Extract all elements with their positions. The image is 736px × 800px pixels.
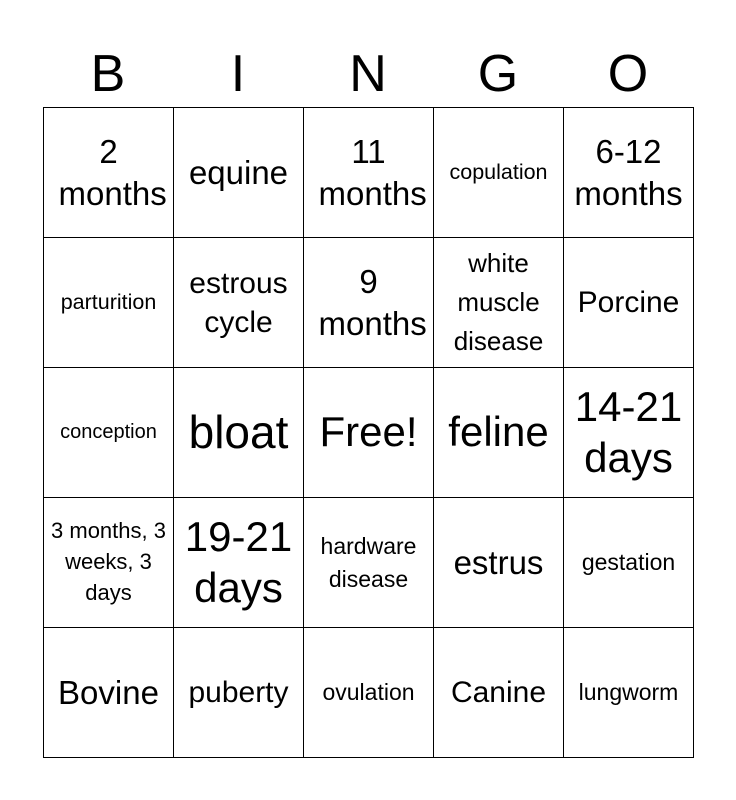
bingo-cell-r2-c3[interactable] xyxy=(304,238,434,368)
cell-label: puberty xyxy=(188,676,289,709)
bingo-cell-r2-c1[interactable] xyxy=(44,238,174,368)
cell-label: 6-12 months xyxy=(574,133,683,212)
bingo-header xyxy=(43,40,693,108)
cell-label: estrous cycle xyxy=(189,266,288,339)
bingo-cell-r1-c3[interactable] xyxy=(304,108,434,238)
bingo-cell-r3-c4[interactable] xyxy=(434,368,564,498)
cell-label: Porcine xyxy=(577,286,680,319)
header-letter-i: I xyxy=(230,45,246,103)
cell-label: conception xyxy=(60,421,157,443)
header-letter-o: O xyxy=(607,45,649,103)
cell-label: white muscle disease xyxy=(453,248,544,356)
cell-label: feline xyxy=(448,408,549,456)
header-letter-b: B xyxy=(90,45,126,103)
cell-label: 2 months xyxy=(58,133,167,212)
bingo-cell-r2-c4[interactable] xyxy=(434,238,564,368)
cell-label: parturition xyxy=(60,290,157,315)
cell-label: 14-21 days xyxy=(574,383,683,481)
bingo-cell-r4-c4[interactable] xyxy=(434,498,564,628)
cell-label: 19-21 days xyxy=(184,513,293,611)
bingo-cell-r5-c5[interactable] xyxy=(564,628,694,758)
bingo-board xyxy=(43,107,694,758)
cell-label: Bovine xyxy=(58,673,159,711)
cell-label: copulation xyxy=(449,160,548,185)
cell-label: equine xyxy=(188,153,289,191)
cell-label: hardware disease xyxy=(320,533,417,592)
header-letter-g: G xyxy=(477,45,519,103)
bingo-cell-r3-c3[interactable] xyxy=(304,368,434,498)
bingo-cell-r4-c3[interactable] xyxy=(304,498,434,628)
bingo-cell-r1-c1[interactable] xyxy=(44,108,174,238)
bingo-cell-r1-c4[interactable] xyxy=(434,108,564,238)
bingo-cell-r3-c1[interactable] xyxy=(44,368,174,498)
cell-label: 3 months, 3 weeks, 3 days xyxy=(51,518,166,605)
bingo-cell-r4-c5[interactable] xyxy=(564,498,694,628)
bingo-cell-r1-c5[interactable] xyxy=(564,108,694,238)
bingo-cell-r1-c2[interactable] xyxy=(174,108,304,238)
bingo-cell-r2-c2[interactable] xyxy=(174,238,304,368)
header-letter-n: N xyxy=(349,45,387,103)
cell-label: gestation xyxy=(581,548,676,575)
bingo-cell-r5-c1[interactable] xyxy=(44,628,174,758)
cell-label: estrus xyxy=(453,543,544,581)
bingo-cell-r5-c3[interactable] xyxy=(304,628,434,758)
cell-label: 9 months xyxy=(318,263,427,342)
bingo-cell-r4-c1[interactable] xyxy=(44,498,174,628)
cell-label: ovulation xyxy=(322,678,415,705)
cell-label: lungworm xyxy=(578,678,679,705)
cell-label: Canine xyxy=(450,676,547,709)
bingo-cell-r5-c4[interactable] xyxy=(434,628,564,758)
cell-label: Free! xyxy=(319,408,418,456)
bingo-cell-r5-c2[interactable] xyxy=(174,628,304,758)
bingo-cell-r4-c2[interactable] xyxy=(174,498,304,628)
cell-label: bloat xyxy=(188,406,289,459)
bingo-cell-r3-c2[interactable] xyxy=(174,368,304,498)
cell-label: 11 months xyxy=(318,133,427,212)
bingo-cell-r2-c5[interactable] xyxy=(564,238,694,368)
bingo-cell-r3-c5[interactable] xyxy=(564,368,694,498)
